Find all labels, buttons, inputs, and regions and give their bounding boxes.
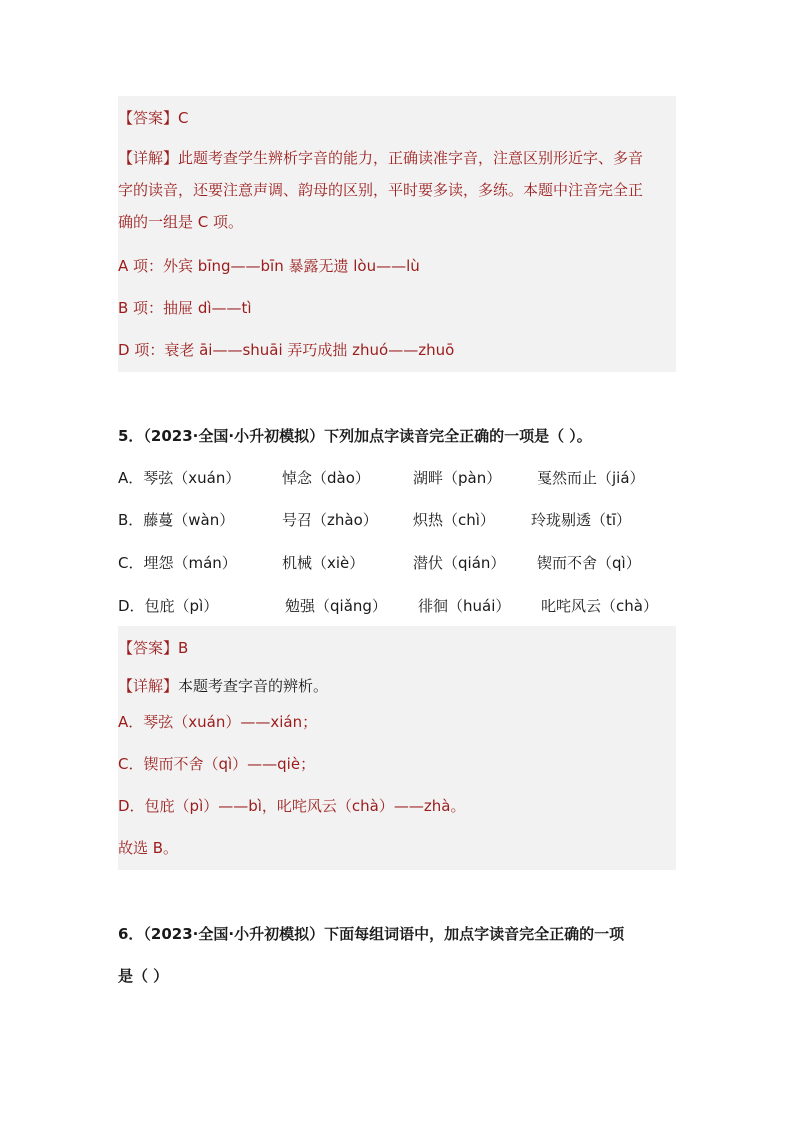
detail-text-1: 此题考查学生辨析字音的能力，正确读准字音，注意区别形近字、多音 xyxy=(178,149,644,167)
q5-option-c-4: 锲而不舍（qì） xyxy=(537,554,641,572)
q5-option-c-1: C．埋怨（mán） xyxy=(118,554,237,572)
q5-option-d-2: 勉强（qiǎng） xyxy=(285,597,387,615)
q5-option-c-3: 潜伏（qián） xyxy=(413,554,506,572)
q5-option-d-3: 徘徊（huái） xyxy=(418,597,511,615)
q5-option-d-1: D．包庇（pì） xyxy=(118,597,219,615)
q5-option-b-1: B．藤蔓（wàn） xyxy=(118,511,235,529)
answer-tag: 【答案】 xyxy=(118,639,179,657)
explain-item-b: B 项：抽屉 dì——tì xyxy=(118,299,252,317)
q5-option-b-3: 炽热（chì） xyxy=(413,511,495,529)
explain-item-d: D．包庇（pì）——bì，叱咤风云（chà）——zhà。 xyxy=(118,797,466,815)
q5-option-a-4: 戛然而止（jiá） xyxy=(537,469,645,487)
detail-line-1 xyxy=(118,676,328,696)
question-6-stem-line-1: 6．（2023·全国·小升初模拟）下面每组词语中，加点字读音完全正确的一项 xyxy=(118,925,625,943)
detail-line-2: 字的读音，还要注意声调、韵母的区别，平时要多读，多练。本题中注音完全正 xyxy=(118,181,644,199)
answer-line xyxy=(118,638,188,658)
detail-text-1: 本题考查字音的辨析。 xyxy=(178,677,329,695)
q5-option-a-2: 悼念（dào） xyxy=(282,469,370,487)
detail-tag: 【详解】 xyxy=(118,149,179,167)
answer-tag: 【答案】 xyxy=(118,109,179,127)
conclusion: 故选 B。 xyxy=(118,839,179,857)
q5-option-b-4: 玲珑剔透（tī） xyxy=(531,511,632,529)
q5-option-d-4: 叱咤风云（chà） xyxy=(541,597,658,615)
explain-item-d: D 项：衰老 āi——shuāi 弄巧成拙 zhuó——zhuō xyxy=(118,341,455,359)
explain-item-a: A．琴弦（xuán）——xián； xyxy=(118,713,318,731)
answer-value: B xyxy=(178,639,189,657)
explain-item-c: C．锲而不舍（qì）——qiè； xyxy=(118,755,316,773)
answer-block-2 xyxy=(118,626,676,870)
answer-line xyxy=(118,108,189,128)
q5-option-a-3: 湖畔（pàn） xyxy=(413,469,502,487)
question-5-stem: 5．（2023·全国·小升初模拟）下列加点字读音完全正确的一项是（ ）。 xyxy=(118,427,592,445)
answer-value: C xyxy=(178,109,189,127)
q5-option-a-1: A．琴弦（xuán） xyxy=(118,469,241,487)
detail-line-3: 确的一组是 C 项。 xyxy=(118,213,244,231)
detail-tag: 【详解】 xyxy=(118,677,179,695)
detail-line-1 xyxy=(118,148,643,168)
answer-block-1 xyxy=(118,96,676,372)
q5-option-b-2: 号召（zhào） xyxy=(282,511,378,529)
question-6-stem-line-2: 是（ ） xyxy=(118,967,169,985)
explain-item-a: A 项：外宾 bīng——bīn 暴露无遗 lòu——lù xyxy=(118,257,420,275)
q5-option-c-2: 机械（xiè） xyxy=(282,554,365,572)
